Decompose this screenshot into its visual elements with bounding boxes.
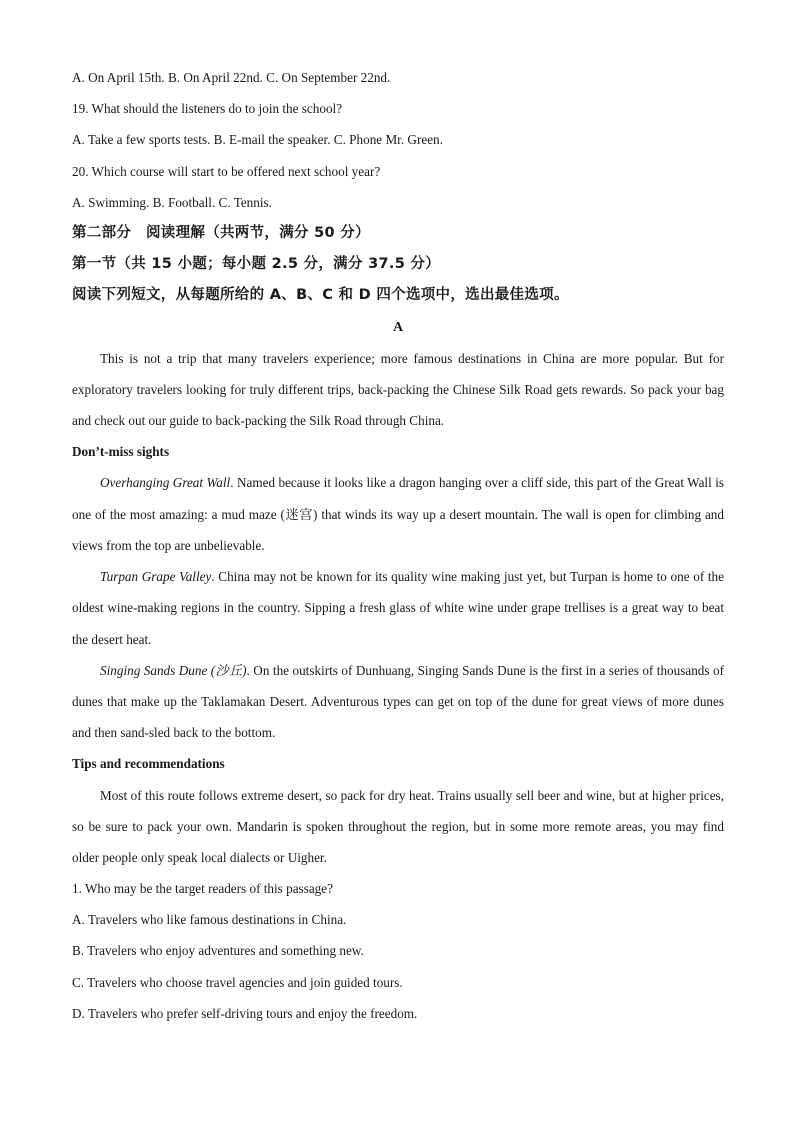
exam-page xyxy=(72,62,724,1029)
reading-instruction: 阅读下列短文，从每题所给的 A、B、C 和 D 四个选项中，选出最佳选项。 xyxy=(72,287,569,304)
q1-question: 1. Who may be the target readers of this passage? xyxy=(72,881,333,897)
q1-option-b: B. Travelers who enjoy adventures and something new. xyxy=(72,943,364,959)
sight-great-wall xyxy=(72,467,724,561)
q18-options: A. On April 15th. B. On April 22nd. C. On September 22nd. xyxy=(72,70,391,85)
passage-label: A xyxy=(392,319,404,335)
sight-text: . On the outskirts of Dunhuang, Singing Sands Dune is the first in a series of thousands of dunes that make up the Taklamakan Desert. Adventurous types can get on top of the dune for great views of more dunes and then sand-sled back to the bottom. xyxy=(72,662,724,741)
q20-question: 20. Which course will start to be offered next school year? xyxy=(72,163,381,179)
sight-name: Turpan Grape Valley xyxy=(100,569,212,585)
sight-text: . Named because it looks like a dragon hanging over a cliff side, this part of the Great Wall is one of the most amazing: a mud maze (迷宫) that winds its way up a desert mountain. The wall is open for climbing and views from the top are unbelievable. xyxy=(72,475,724,553)
sight-name: Singing Sands Dune (沙丘) xyxy=(100,662,247,678)
sight-text: . China may not be known for its quality wine making just yet, but Turpan is home to one of the oldest wine-making regions in the country. Sipping a fresh glass of white wine under grape trellises is a great way to beat the desert heat. xyxy=(72,569,724,647)
q20-options: A. Swimming. B. Football. C. Tennis. xyxy=(72,194,272,210)
sights-heading: Don’t-miss sights xyxy=(72,444,170,460)
sight-turpan xyxy=(72,561,724,655)
q1-option-a: A. Travelers who like famous destinations in China. xyxy=(72,912,347,928)
q19-options: A. Take a few sports tests. B. E-mail the speaker. C. Phone Mr. Green. xyxy=(72,132,443,148)
sight-name: Overhanging Great Wall xyxy=(100,475,231,491)
q1-option-d: D. Travelers who prefer self-driving tours and enjoy the freedom. xyxy=(72,1005,418,1021)
q19-question: 19. What should the listeners do to join the school? xyxy=(72,101,343,117)
part2-title: 第二部分 阅读理解（共两节，满分 50 分） xyxy=(72,224,370,241)
passage-intro: This is not a trip that many travelers experience; more famous destinations in China are more popular. But for exploratory travelers looking for truly different trips, back-packing the Chinese Silk Road gets rewards. So pack your bag and check out our guide to back-packing the Silk Road through China. xyxy=(72,350,724,429)
sight-singing-sands xyxy=(72,655,724,749)
section1-title: 第一节（共 15 小题；每小题 2.5 分，满分 37.5 分） xyxy=(72,256,441,273)
q1-option-c: C. Travelers who choose travel agencies and join guided tours. xyxy=(72,974,403,990)
tips-paragraph: Most of this route follows extreme desert, so pack for dry heat. Trains usually sell beer and wine, but at higher prices, so be sure to pack your own. Mandarin is spoken throughout the region, but in some more remote areas, you may find older people only speak local dialects or Uigher. xyxy=(72,787,724,865)
tips-heading: Tips and recommendations xyxy=(72,756,225,772)
